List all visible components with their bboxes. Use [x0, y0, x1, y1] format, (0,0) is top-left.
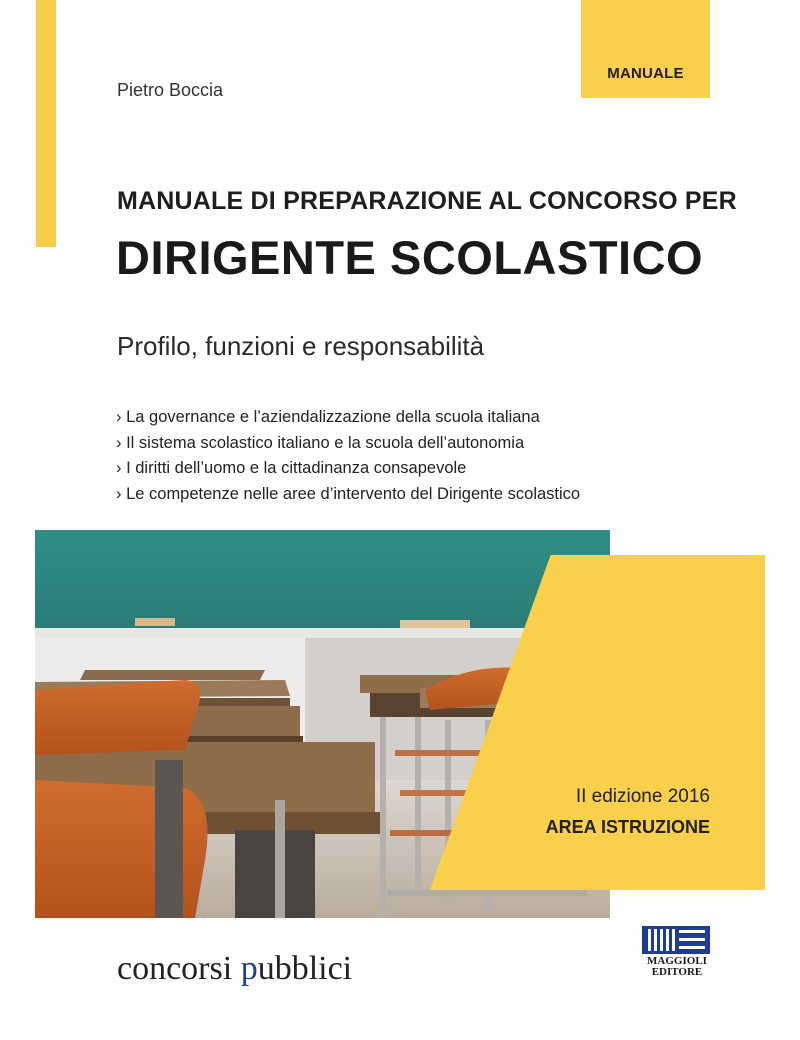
topic-item: › Le competenze nelle aree d’intervento del Dirigente scolastico [116, 484, 581, 503]
series-name-p: p [240, 950, 258, 987]
area-label: AREA ISTRUZIONE [545, 817, 710, 837]
topic-item: › Il sistema scolastico italiano e la scuola dell’autonomia [116, 433, 525, 452]
series-tag [581, 0, 710, 98]
topics-list [116, 405, 580, 507]
series-name-part1: concorsi [117, 950, 241, 987]
maggioli-logo-icon [642, 926, 710, 954]
series-name-part2: ubblici [257, 950, 353, 987]
topic-item: › La governance e l’aziendalizzazione della scuola italiana [116, 408, 540, 426]
publisher-logo [642, 926, 712, 982]
series-name [117, 950, 352, 988]
topic-item: › I diritti dell’uomo e la cittadinanza consapevole [116, 459, 467, 477]
publisher-name: MAGGIOLI EDITORE [647, 955, 707, 978]
edition-label: II edizione 2016 [575, 786, 710, 807]
accent-bar [36, 0, 56, 247]
book-subtitle: Profilo, funzioni e responsabilità [117, 331, 485, 361]
book-title: DIRIGENTE SCOLASTICO [116, 231, 704, 284]
pretitle: MANUALE DI PREPARAZIONE AL CONCORSO PER [117, 187, 737, 215]
author-name: Pietro Boccia [117, 80, 224, 100]
series-tag-label: MANUALE [607, 65, 684, 82]
